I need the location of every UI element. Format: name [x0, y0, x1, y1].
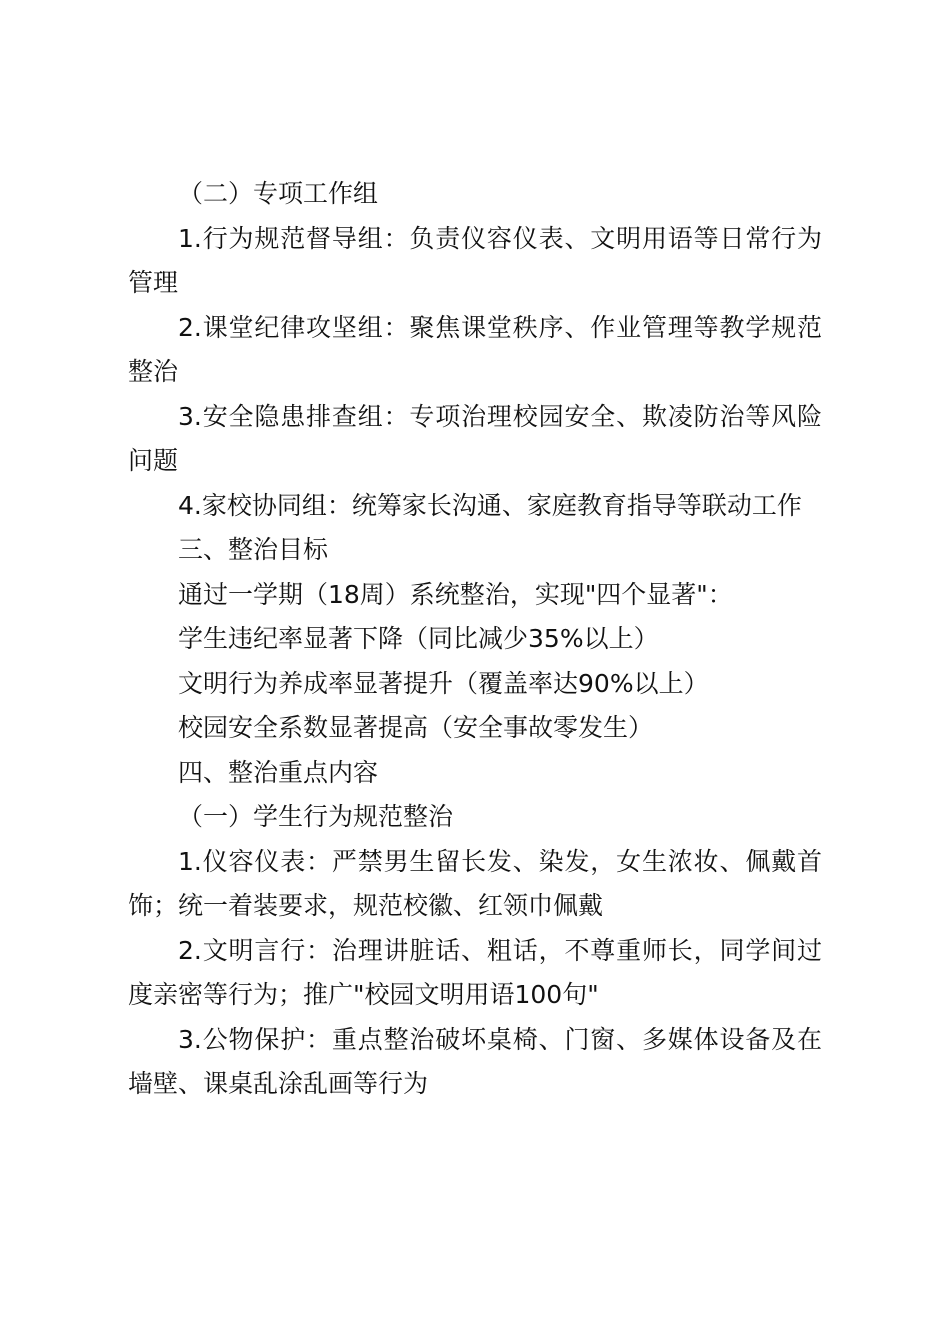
paragraph-home-school-group: 4.家校协同组：统筹家长沟通、家庭教育指导等联动工作	[178, 490, 802, 520]
paragraph-classroom-discipline-group: 2.课堂纪律攻坚组：聚焦课堂秩序、作业管理等教学规范整治	[128, 312, 822, 386]
paragraph-appearance: 1.仪容仪表：严禁男生留长发、染发，女生浓妆、佩戴首饰；统一着装要求，规范校徽、红领巾佩戴	[128, 846, 822, 920]
section-heading-key-content: 四、整治重点内容	[178, 757, 379, 787]
paragraph-goal-civilized-behavior: 文明行为养成率显著提升（覆盖率达90%以上）	[178, 668, 709, 698]
section-heading-goals: 三、整治目标	[178, 535, 329, 564]
paragraph-goal-violation-rate: 学生违纪率显著下降（同比减少35%以上）	[178, 624, 659, 653]
document-body	[128, 172, 822, 1107]
paragraph-safety-inspection-group: 3.安全隐患排查组：专项治理校园安全、欺凌防治等风险问题	[128, 401, 822, 475]
paragraph-goals-intro: 通过一学期（18周）系统整治，实现"四个显著"：	[178, 579, 733, 609]
paragraph-goal-campus-safety: 校园安全系数显著提高（安全事故零发生）	[178, 713, 654, 742]
subsection-heading-student-conduct: （一）学生行为规范整治	[178, 802, 454, 831]
section-heading-special-groups: （二）专项工作组	[178, 179, 379, 208]
paragraph-public-property: 3.公物保护：重点整治破坏桌椅、门窗、多媒体设备及在墙壁、课桌乱涂乱画等行为	[128, 1024, 822, 1098]
paragraph-conduct-supervision-group: 1.行为规范督导组：负责仪容仪表、文明用语等日常行为管理	[128, 223, 822, 297]
paragraph-civilized-speech: 2.文明言行：治理讲脏话、粗话，不尊重师长，同学间过度亲密等行为；推广"校园文明用语100句"	[128, 935, 822, 1009]
